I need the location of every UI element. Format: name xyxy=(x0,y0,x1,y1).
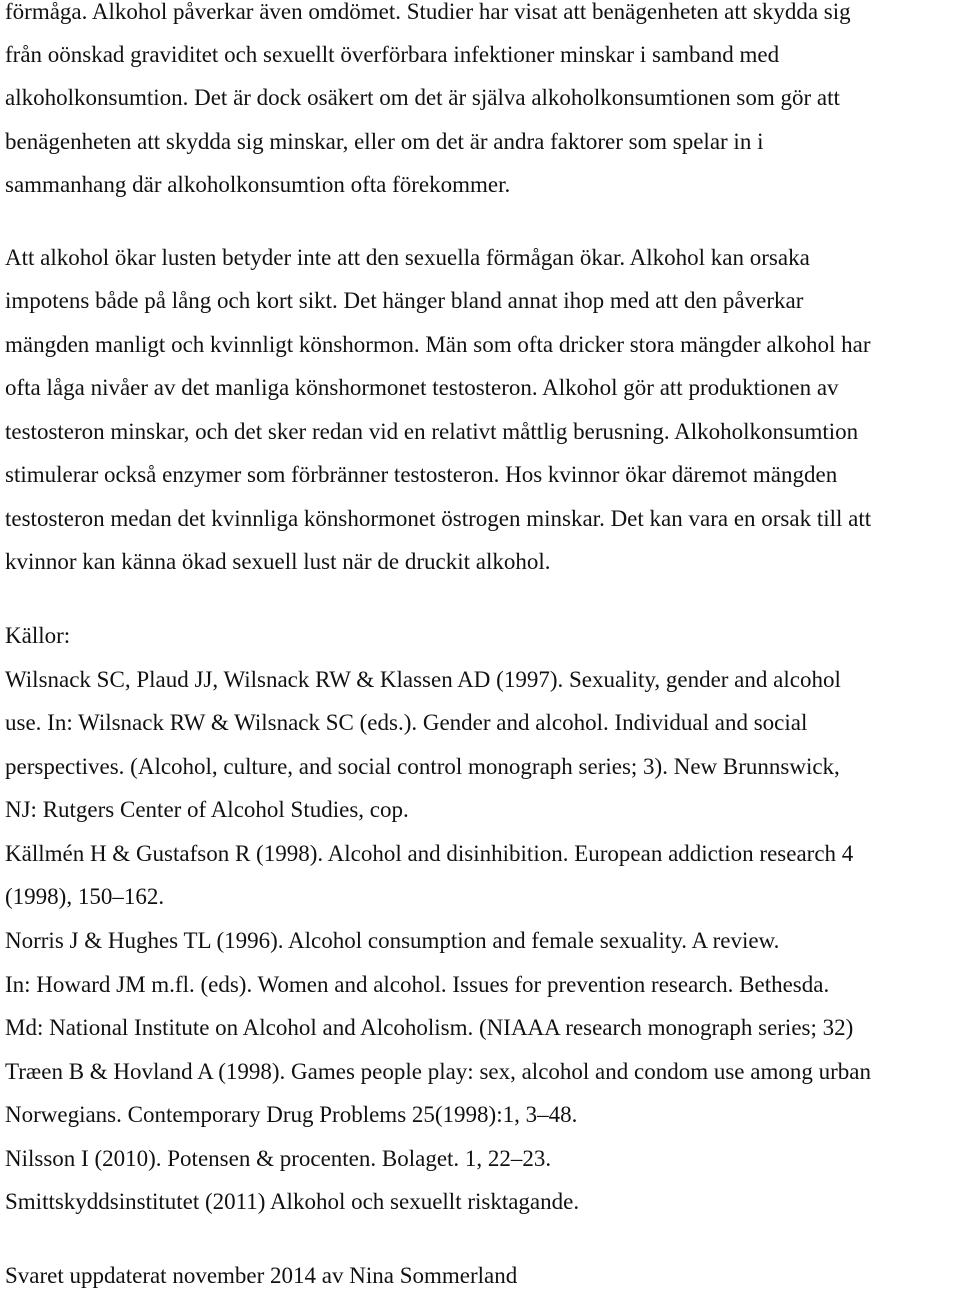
text-line: stimulerar också enzymer som förbränner testosteron. Hos kvinnor ökar däremot mängden xyxy=(5,462,838,487)
text-line: alkoholkonsumtion. Det är dock osäkert om det är själva alkoholkonsumtionen som gör att xyxy=(5,85,840,110)
text-line: impotens både på lång och kort sikt. Det hänger bland annat ihop med att den påverkar xyxy=(5,288,804,313)
text-line: sammanhang där alkoholkonsumtion ofta förekommer. xyxy=(5,172,511,197)
reference-line: Md: National Institute on Alcohol and Alcoholism. (NIAAA research monograph series; 32) xyxy=(5,1015,854,1040)
reference-line: NJ: Rutgers Center of Alcohol Studies, cop. xyxy=(5,797,409,822)
text-line: från oönskad graviditet och sexuellt överförbara infektioner minskar i samband med xyxy=(5,42,780,67)
text-line: kvinnor kan känna ökad sexuell lust när de druckit alkohol. xyxy=(5,549,551,574)
text-line: mängden manligt och kvinnligt könshormon. Män som ofta dricker stora mängder alkohol har xyxy=(5,332,871,357)
text-line: benägenheten att skydda sig minskar, eller om det är andra faktorer som spelar in i xyxy=(5,129,764,154)
text-line: ofta låga nivåer av det manliga könshormonet testosteron. Alkohol gör att produktionen av xyxy=(5,375,839,400)
text-line: testosteron minskar, och det sker redan vid en relativt måttlig berusning. Alkoholkonsumtion xyxy=(5,419,859,444)
reference-line: Källmén H & Gustafson R (1998). Alcohol and disinhibition. European addiction research 4 xyxy=(5,841,854,866)
sources-heading: Källor: xyxy=(5,623,71,648)
reference-line: Wilsnack SC, Plaud JJ, Wilsnack RW & Klassen AD (1997). Sexuality, gender and alcohol xyxy=(5,667,841,692)
text-line: Att alkohol ökar lusten betyder inte att den sexuella förmågan ökar. Alkohol kan orsaka xyxy=(5,245,810,270)
text-line: förmåga. Alkohol påverkar även omdömet. Studier har visat att benägenheten att skydda sig xyxy=(5,0,851,24)
reference-line: Smittskyddsinstitutet (2011) Alkohol och sexuellt risktagande. xyxy=(5,1189,580,1214)
reference-line: Nilsson I (2010). Potensen & procenten. Bolaget. 1, 22–23. xyxy=(5,1146,552,1171)
reference-line: Træen B & Hovland A (1998). Games people play: sex, alcohol and condom use among urban xyxy=(5,1059,871,1084)
reference-line: perspectives. (Alcohol, culture, and social control monograph series; 3). New Brunnswick, xyxy=(5,754,840,779)
reference-line: use. In: Wilsnack RW & Wilsnack SC (eds.). Gender and alcohol. Individual and social xyxy=(5,710,808,735)
reference-line: Norwegians. Contemporary Drug Problems 25(1998):1, 3–48. xyxy=(5,1102,578,1127)
reference-line: In: Howard JM m.fl. (eds). Women and alcohol. Issues for prevention research. Bethesda. xyxy=(5,972,830,997)
reference-line: Norris J & Hughes TL (1996). Alcohol consumption and female sexuality. A review. xyxy=(5,928,780,953)
reference-line: (1998), 150–162. xyxy=(5,884,165,909)
updated-note: Svaret uppdaterat november 2014 av Nina Sommerland xyxy=(5,1263,518,1288)
text-line: testosteron medan det kvinnliga könshormonet östrogen minskar. Det kan vara en orsak till att xyxy=(5,506,872,531)
